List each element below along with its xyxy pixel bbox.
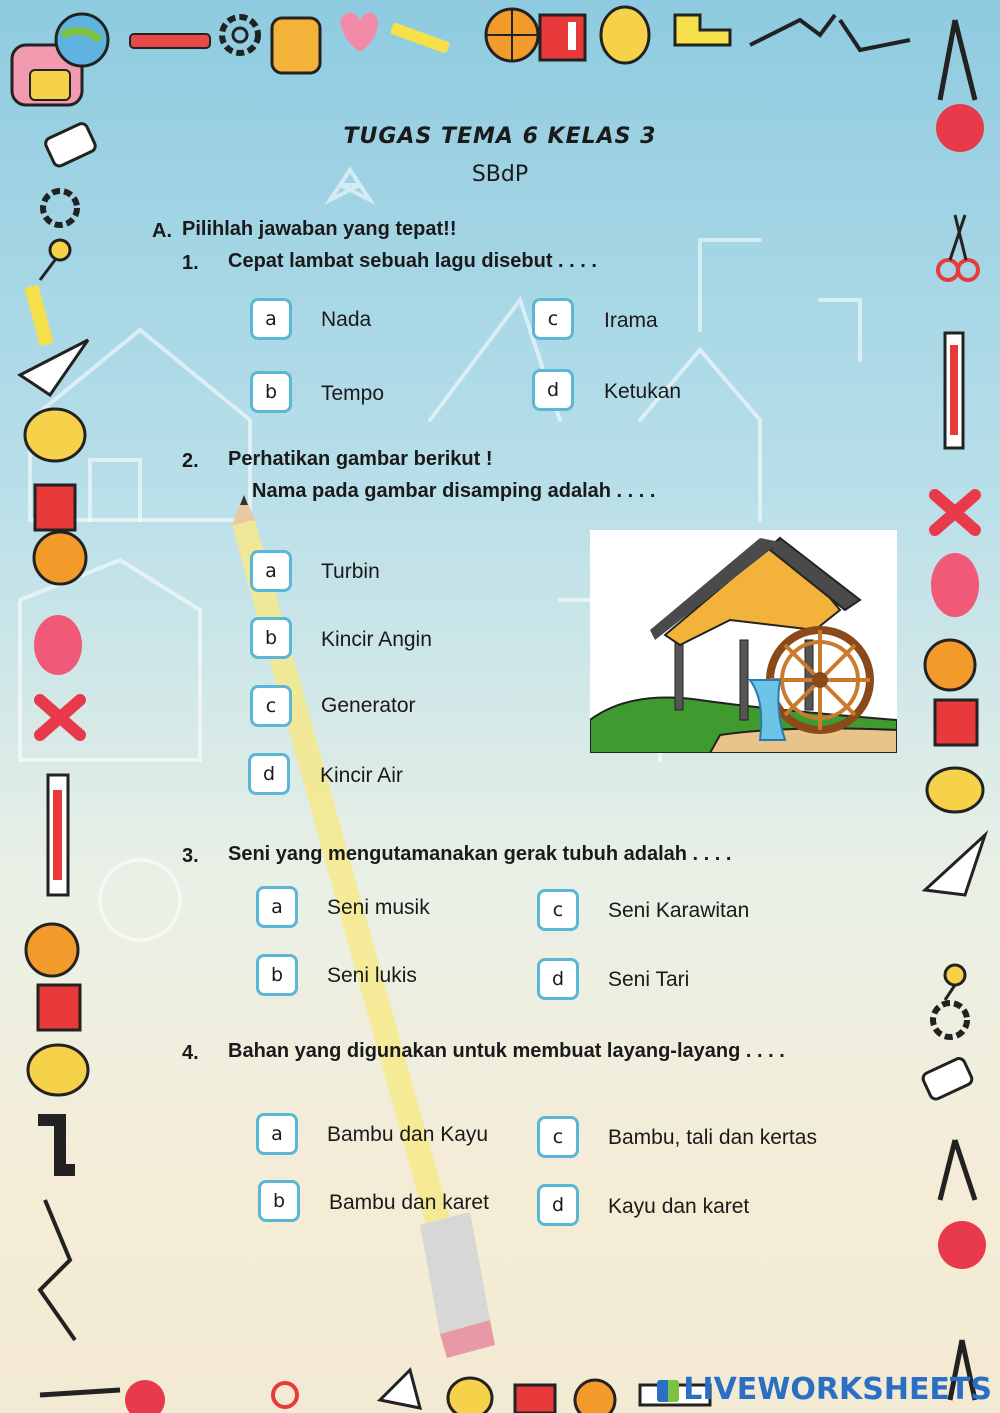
option-label: Seni Tari xyxy=(608,968,690,991)
ruler-icon xyxy=(675,15,730,45)
notebook-icon xyxy=(35,485,75,530)
notebook-icon xyxy=(38,985,80,1030)
option-label: Kincir Angin xyxy=(321,628,432,651)
pencil-icon xyxy=(25,284,54,346)
notebook-icon xyxy=(540,15,585,60)
notebook-icon xyxy=(515,1385,555,1413)
option-label: Bambu dan karet xyxy=(329,1191,489,1214)
basketball-icon xyxy=(925,640,975,690)
basketball-icon xyxy=(26,924,78,976)
option-label: Kincir Air xyxy=(320,764,403,787)
subject-label: SBdP xyxy=(471,162,529,187)
palette-icon xyxy=(25,409,85,461)
eraser-icon xyxy=(921,1057,974,1101)
option-box[interactable]: d xyxy=(537,958,579,1000)
pencil-icon xyxy=(130,34,210,48)
question-number: 3. xyxy=(182,845,199,867)
basketball-icon xyxy=(575,1380,615,1413)
option-label: Kayu dan karet xyxy=(608,1195,750,1218)
option-label: Seni lukis xyxy=(327,964,417,987)
cross-icon xyxy=(935,495,975,530)
palette-icon xyxy=(927,768,983,812)
option-box[interactable]: a xyxy=(250,550,292,592)
option-box[interactable]: a xyxy=(256,1113,298,1155)
option-box[interactable]: a xyxy=(256,886,298,928)
option-box[interactable]: a xyxy=(250,298,292,340)
ruler-icon xyxy=(945,333,963,448)
page-title: TUGAS TEMA 6 KELAS 3 xyxy=(343,124,657,149)
globe-icon xyxy=(56,14,108,66)
apple-icon xyxy=(125,1380,165,1413)
question-number: 2. xyxy=(182,450,199,472)
gear-icon xyxy=(933,1003,967,1037)
option-label: Seni Karawitan xyxy=(608,899,750,922)
question-subtext: Nama pada gambar disamping adalah . . . . xyxy=(252,480,656,502)
option-label: Turbin xyxy=(321,560,380,583)
notebook-icon xyxy=(935,700,977,745)
ruler-icon xyxy=(38,1120,75,1170)
option-label: Bambu, tali dan kertas xyxy=(608,1126,817,1149)
pushpin-icon xyxy=(40,240,70,280)
option-box[interactable]: b xyxy=(258,1180,300,1222)
compass-icon xyxy=(940,20,975,100)
option-box[interactable]: b xyxy=(250,371,292,413)
basketball-icon xyxy=(486,9,538,61)
section-instruction: Pilihlah jawaban yang tepat!! xyxy=(182,218,457,240)
compass-icon xyxy=(940,1140,975,1200)
cross-icon xyxy=(40,700,80,735)
question-text: Seni yang mengutamanakan gerak tubuh adalah . . . . xyxy=(228,843,732,865)
brand-text: LIVEWORKSHEETS xyxy=(683,1372,992,1407)
option-label: Nada xyxy=(321,308,372,331)
waterwheel-icon xyxy=(590,530,897,753)
option-box[interactable]: d xyxy=(248,753,290,795)
paperclip-icon xyxy=(750,15,910,50)
option-box[interactable]: d xyxy=(532,369,574,411)
option-label: Bambu dan Kayu xyxy=(327,1123,489,1146)
section-label: A. xyxy=(152,220,172,242)
paper-plane-icon xyxy=(20,340,88,395)
question-number: 1. xyxy=(182,252,199,274)
question-number: 4. xyxy=(182,1042,199,1064)
ruler-icon xyxy=(48,775,68,895)
question-text: Cepat lambat sebuah lagu disebut . . . . xyxy=(228,250,597,272)
scissors-icon xyxy=(938,215,978,280)
palette-icon xyxy=(448,1378,492,1413)
option-label: Generator xyxy=(321,694,416,717)
option-label: Tempo xyxy=(321,382,385,405)
paper-plane-icon xyxy=(380,1370,420,1408)
apple-icon xyxy=(938,1221,986,1269)
option-box[interactable]: c xyxy=(537,1116,579,1158)
pushpin-icon xyxy=(945,965,965,1000)
option-box[interactable]: c xyxy=(250,685,292,727)
backpack-icon xyxy=(272,18,320,73)
basketball-icon xyxy=(34,532,86,584)
option-box[interactable]: c xyxy=(532,298,574,340)
scissors-icon xyxy=(273,1383,297,1407)
paper-plane-icon xyxy=(925,835,985,895)
apple-icon xyxy=(931,553,979,617)
apple-icon xyxy=(34,615,82,675)
liveworksheets-logo-icon xyxy=(657,1380,679,1402)
option-label: Irama xyxy=(604,309,658,332)
paperclip-icon xyxy=(40,1200,75,1340)
option-label: Seni musik xyxy=(327,896,430,919)
option-box[interactable]: c xyxy=(537,889,579,931)
option-label: Ketukan xyxy=(604,380,682,403)
liveworksheets-brand[interactable] xyxy=(657,1372,992,1407)
question-text: Perhatikan gambar berikut ! xyxy=(228,448,493,470)
palette-icon xyxy=(601,7,649,63)
heart-icon xyxy=(340,13,378,53)
gear-icon xyxy=(43,191,77,225)
option-box[interactable]: d xyxy=(537,1184,579,1226)
compass-icon xyxy=(40,1390,120,1395)
gear-icon xyxy=(222,17,258,53)
option-box[interactable]: b xyxy=(256,954,298,996)
palette-icon xyxy=(28,1045,88,1095)
question-text: Bahan yang digunakan untuk membuat layang-layang . . . . xyxy=(228,1040,785,1062)
pencil-icon xyxy=(390,22,450,54)
waterwheel-picture xyxy=(590,530,897,753)
option-box[interactable]: b xyxy=(250,617,292,659)
